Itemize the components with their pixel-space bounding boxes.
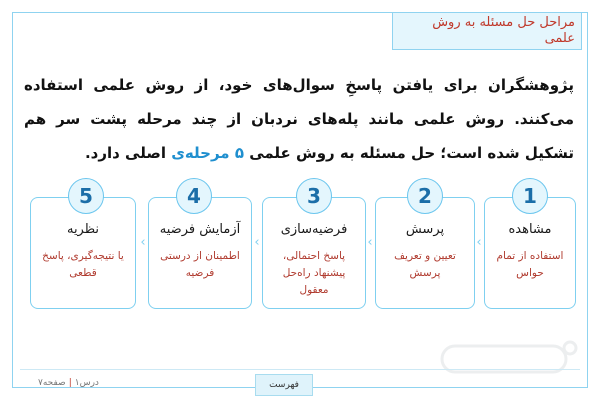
slide-title-box <box>392 12 582 50</box>
step-title: آزمایش فرضیه <box>159 222 241 237</box>
intro-paragraph <box>24 68 574 170</box>
step-desc: پاسخ احتمالی، پیشنهاد راه‌حل معقول <box>282 250 346 296</box>
step-number-badge: 1 <box>512 178 548 214</box>
step-desc: اطمینان از درستی فرضیه <box>160 250 240 279</box>
intro-highlight: ۵ مرحله‌ی <box>171 144 244 162</box>
step-number-badge: 5 <box>68 178 104 214</box>
step-title: فرضیه‌سازی <box>280 222 348 237</box>
page-label: صفحه۷ <box>38 378 66 388</box>
lesson-label: درس۱ <box>74 378 99 388</box>
step-title: نظریه <box>66 222 100 237</box>
step-title: پرسش <box>405 222 445 237</box>
chevron-left-icon: ‹ <box>476 235 482 250</box>
chevron-left-icon: ‹ <box>367 235 373 250</box>
step-desc: تعیین و تعریف پرسش <box>394 250 456 279</box>
step-desc: یا نتیجه‌گیری، پاسخ قطعی <box>42 250 124 279</box>
footer-separator: | <box>68 378 72 388</box>
intro-text-part1: پژوهشگران برای یافتن پاسخِ سوال‌های خود، از روش علمی استفاده می‌کنند. روش علمی مانند پله‌های نردبان از چند مرحله پشت سر هم تشکیل شده است؛ حل مسئله به روش علمی <box>24 76 574 162</box>
step-number-badge: 2 <box>407 178 443 214</box>
footer-divider <box>20 369 580 370</box>
step-card-4 <box>148 197 252 309</box>
step-desc: استفاده از تمام حواس <box>496 250 564 279</box>
slide-title: مراحل حل مسئله به روش علمی <box>432 15 575 46</box>
footer-lesson-info <box>38 378 99 388</box>
step-number-badge: 4 <box>176 178 212 214</box>
chevron-left-icon: ‹ <box>254 235 260 250</box>
watermark-logo <box>440 338 580 378</box>
toc-button[interactable]: فهرست <box>255 374 313 396</box>
intro-text-part2: اصلی دارد. <box>84 144 172 162</box>
step-title: مشاهده <box>508 222 552 237</box>
step-number-badge: 3 <box>296 178 332 214</box>
chevron-left-icon: ‹ <box>140 235 146 250</box>
